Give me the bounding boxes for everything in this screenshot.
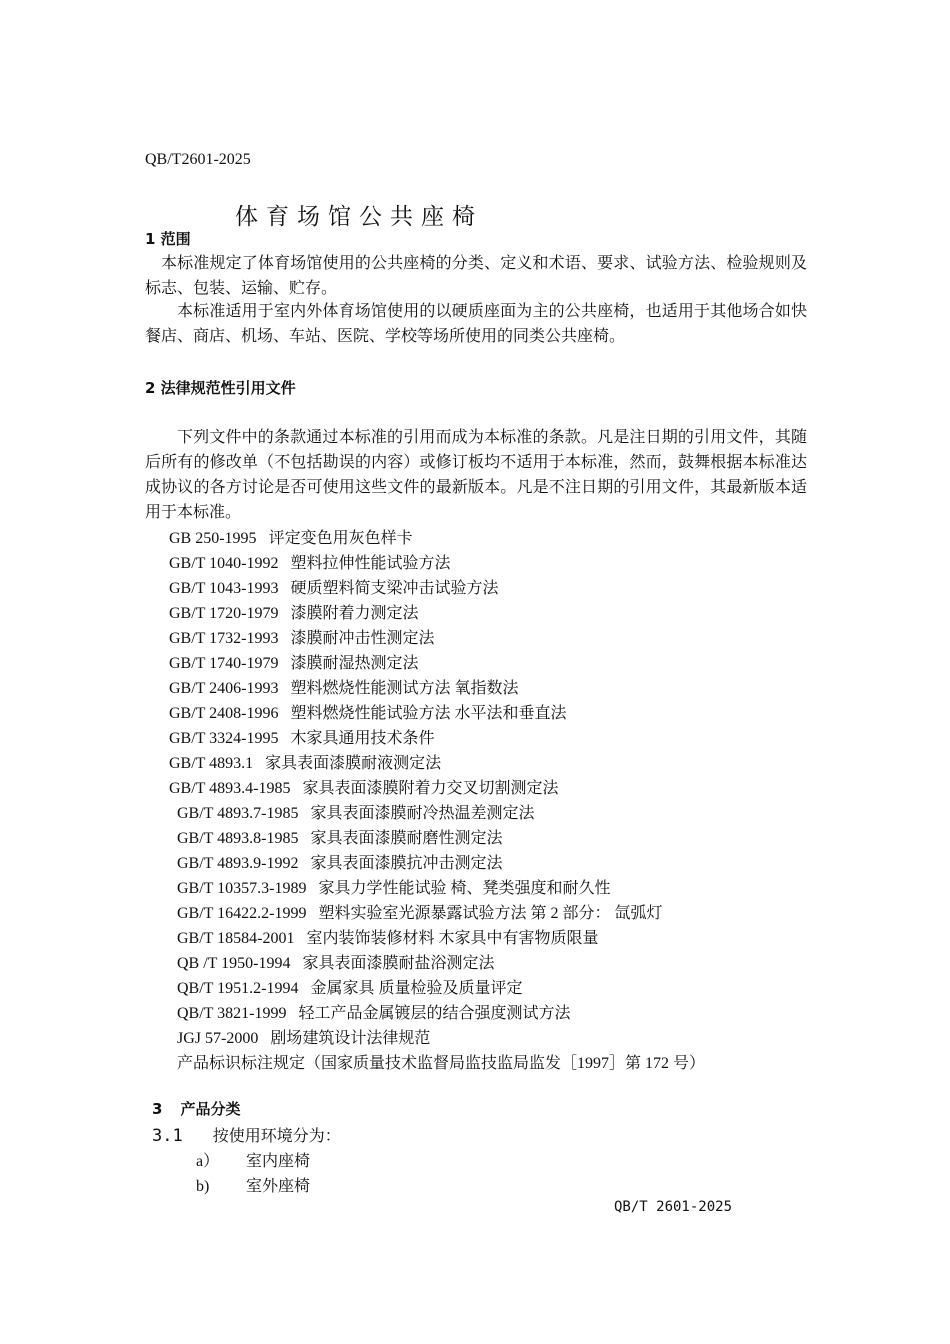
section-3-heading (152, 1098, 240, 1119)
reference-code: GB 250-1995 (169, 530, 257, 547)
subsection-3-1 (152, 1123, 341, 1146)
reference-code: GB/T 4893.9-1992 (177, 855, 299, 872)
list-item-label: a） (196, 1153, 220, 1170)
reference-code: GB/T 4893.7-1985 (177, 805, 299, 822)
reference-title: 硬质塑料简支梁冲击试验方法 (290, 580, 499, 597)
list-item (196, 1148, 310, 1171)
reference-code: GB/T 1040-1992 (169, 555, 279, 572)
reference-title: 木家具通用技术条件 (290, 730, 435, 747)
reference-title: 家具表面漆膜耐冷热温差测定法 (310, 805, 535, 822)
reference-title: 家具表面漆膜耐盐浴测定法 (302, 955, 495, 972)
reference-item (169, 525, 413, 548)
reference-item (177, 875, 611, 898)
reference-code: GB/T 4893.4-1985 (169, 780, 291, 797)
section-1-paragraph-1: 本标准规定了体育场馆使用的公共座椅的分类、定义和术语、要求、试验方法、检验规则及标志、包装、运输、贮存。 (145, 255, 807, 297)
reference-code: GB/T 4893.1 (169, 755, 254, 772)
reference-title: 家具力学性能试验 椅、凳类强度和耐久性 (318, 880, 611, 897)
list-item-label: b) (196, 1178, 210, 1195)
reference-item (169, 575, 499, 598)
reference-title: 塑料拉伸性能试验方法 (290, 555, 451, 572)
reference-title: 塑料燃烧性能测试方法 氧指数法 (290, 680, 519, 697)
reference-item (177, 850, 503, 873)
reference-code: GB/T 1732-1993 (169, 630, 279, 647)
reference-item (169, 750, 441, 773)
document-code: QB/T2601-2025 (145, 151, 251, 168)
reference-item (169, 700, 567, 723)
reference-item (169, 775, 559, 798)
reference-title: 漆膜耐冲击性测定法 (290, 630, 435, 647)
reference-item (177, 800, 535, 823)
reference-code: GB/T 2406-1993 (169, 680, 279, 697)
reference-item (177, 975, 523, 998)
reference-code: GB/T 18584-2001 (177, 930, 295, 947)
subsection-number: 3.1 (152, 1126, 183, 1146)
section-1-heading: 1 范围 (145, 230, 191, 248)
reference-code: GB/T 4893.8-1985 (177, 830, 299, 847)
reference-item (177, 1000, 571, 1023)
list-item-text: 室内座椅 (246, 1153, 311, 1170)
list-item-text: 室外座椅 (246, 1178, 311, 1195)
list-item (196, 1173, 310, 1196)
reference-item (169, 675, 519, 698)
reference-item (169, 600, 419, 623)
reference-title: 家具表面漆膜附着力交叉切割测定法 (302, 780, 559, 797)
reference-title: 轻工产品金属镀层的结合强度测试方法 (298, 1005, 571, 1022)
reference-title: 家具表面漆膜抗冲击测定法 (310, 855, 503, 872)
reference-code: GB/T 1740-1979 (169, 655, 279, 672)
reference-code: JGJ 57-2000 (177, 1030, 259, 1047)
section-2-intro: 下列文件中的条款通过本标准的引用而成为本标准的条款。凡是注日期的引用文件，其随后所有的修改单（不包括勘误的内容）或修订板均不适用于本标准，然而，鼓舞根据本标准达成协议的各方讨论是否可使用这些文件的最新版本。凡是不注日期的引用文件，其最新版本适用于本标准。 (145, 429, 807, 521)
reference-item (177, 950, 495, 973)
reference-code: QB/T 1951.2-1994 (177, 980, 299, 997)
reference-title: 家具表面漆膜耐液测定法 (265, 755, 442, 772)
reference-title: 家具表面漆膜耐磨性测定法 (310, 830, 503, 847)
reference-title: 评定变色用灰色样卡 (268, 530, 413, 547)
reference-item (177, 1050, 705, 1073)
reference-title: 剧场建筑设计法律规范 (270, 1030, 431, 1047)
section-1-paragraph-2: 本标准适用于室内外体育场馆使用的以硬质座面为主的公共座椅，也适用于其他场合如快餐店、商店、机场、车站、医院、学校等场所使用的同类公共座椅。 (145, 303, 807, 345)
reference-item (169, 650, 419, 673)
reference-code: GB/T 1720-1979 (169, 605, 279, 622)
reference-code: GB/T 16422.2-1999 (177, 905, 307, 922)
reference-code: GB/T 10357.3-1989 (177, 880, 307, 897)
reference-title: 塑料燃烧性能试验方法 水平法和垂直法 (290, 705, 567, 722)
section-number: 3 (152, 1100, 163, 1118)
footer-document-code: QB/T 2601-2025 (614, 1199, 733, 1215)
section-title: 产品分类 (180, 1100, 241, 1118)
reference-title: 漆膜附着力测定法 (290, 605, 419, 622)
reference-item (177, 1025, 430, 1048)
subsection-text: 按使用环境分为： (212, 1128, 341, 1145)
reference-title: 产品标识标注规定（国家质量技术监督局监技监局监发［1997］第 172 号） (177, 1055, 706, 1072)
reference-title: 室内装饰装修材料 木家具中有害物质限量 (306, 930, 599, 947)
reference-title: 金属家具 质量检验及质量评定 (310, 980, 523, 997)
reference-code: GB/T 2408-1996 (169, 705, 279, 722)
reference-code: GB/T 1043-1993 (169, 580, 279, 597)
reference-code: QB /T 1950-1994 (177, 955, 291, 972)
reference-item (169, 550, 451, 573)
reference-item (177, 825, 503, 848)
reference-item (177, 925, 599, 948)
reference-item (169, 725, 435, 748)
reference-code: QB/T 3821-1999 (177, 1005, 287, 1022)
reference-item (177, 900, 663, 923)
section-2-heading: 2 法律规范性引用文件 (145, 379, 296, 397)
reference-code: GB/T 3324-1995 (169, 730, 279, 747)
reference-title: 塑料实验室光源暴露试验方法 第 2 部分： 氙弧灯 (318, 905, 663, 922)
document-title: 体育场馆公共座椅 (235, 204, 483, 229)
reference-title: 漆膜耐湿热测定法 (290, 655, 419, 672)
reference-item (169, 625, 435, 648)
